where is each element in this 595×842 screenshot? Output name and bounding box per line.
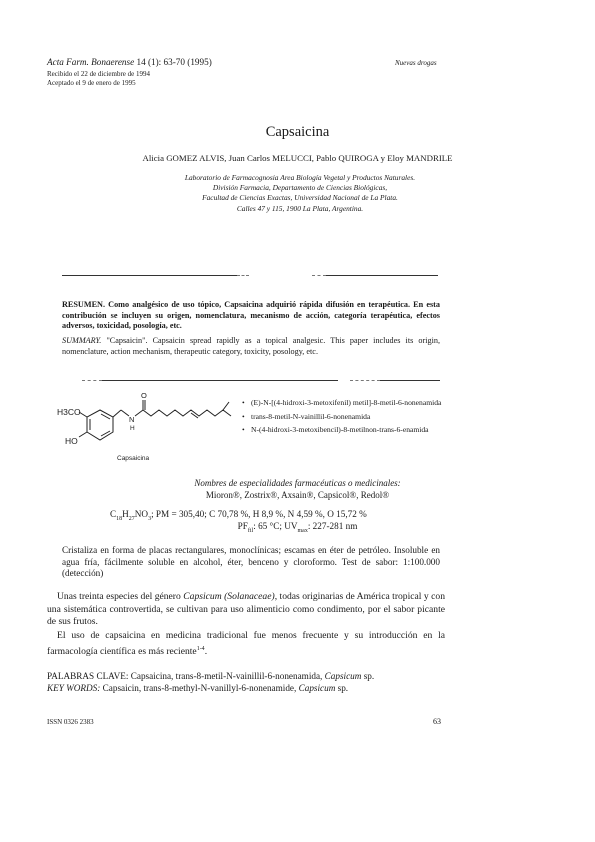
abstract-es-label: RESUMEN. bbox=[62, 300, 105, 309]
nh-bond bbox=[121, 410, 129, 416]
affiliation bbox=[100, 173, 500, 214]
separator-right-head bbox=[312, 275, 326, 276]
capsaicin-structure bbox=[55, 390, 245, 468]
n-label: N bbox=[129, 415, 135, 424]
bullet-icon: • bbox=[242, 425, 245, 435]
h3co-label: H3CO bbox=[57, 407, 81, 417]
keywords-es: PALABRAS CLAVE: Capsaicina, trans-8-metil-N-vainillil-6-nonenamida, Capsicum sp. bbox=[47, 671, 375, 681]
reference: 1-4 bbox=[196, 645, 205, 652]
affiliation-line: Facultad de Ciencias Exactas, Universidad Nacional de La Plata. bbox=[202, 193, 398, 203]
authors: Alicia GOMEZ ALVIS, Juan Carlos MELUCCI, Pablo QUIROGA y Eloy MANDRILE bbox=[142, 153, 453, 163]
abstract-es-text: Como analgésico de uso tópico, Capsaicina adquirió rápida difusión en terapéutica. En esta contribución se incluyen su origen, nomenclatura, mecanismo de acción, categoría terapéutica, efectos adversos, toxicidad, posología, etc. bbox=[62, 300, 440, 331]
affiliation-line: Laboratorio de Farmacognosia Area Biología Vegetal y Productos Naturales. bbox=[184, 173, 416, 182]
journal-citation bbox=[47, 57, 212, 67]
separator-left-tail bbox=[237, 275, 249, 276]
separator-right bbox=[326, 275, 438, 276]
abstract-rule-left bbox=[82, 380, 102, 381]
journal-name: Acta Farm. Bonaerense bbox=[47, 57, 135, 67]
synonym-item: • N-(4-hidroxi-3-metoxibencil)-8-metilnon-trans-6-enamida bbox=[242, 425, 429, 435]
alkyl-chain bbox=[143, 410, 231, 416]
h-label: H bbox=[130, 425, 135, 432]
synonym-item: • (E)-N-[(4-hidroxi-3-metoxifenil) metil]-8-metil-6-nonenamida bbox=[242, 398, 442, 407]
brands-list: Mioron®, Zostrix®, Axsain®, Capsicol®, Redol® bbox=[205, 490, 390, 500]
methyl-branch bbox=[223, 402, 229, 410]
ch2-bond bbox=[113, 410, 121, 417]
abstract-rule bbox=[102, 380, 338, 381]
body-paragraph-1: Unas treinta especies del género Capsicum (Solanaceae), todas originarias de América tropical y con una sistemática controvertida, se cultivan para uso alimenticio como condimento, por el sabor picante de sus frutos. bbox=[47, 591, 445, 628]
abstract-rule-end bbox=[380, 380, 440, 381]
affiliation-line: División Farmacia, Departamento de Ciencias Biológicas, bbox=[212, 183, 388, 193]
section-label: Nuevas drogas bbox=[395, 59, 437, 67]
abstract-rule-right bbox=[350, 380, 380, 381]
benzene-ring bbox=[87, 410, 113, 440]
chain-double-bond bbox=[191, 413, 198, 418]
ho-label: HO bbox=[65, 436, 78, 446]
molecular-formula: $C_{18}H_{27}NO_3$; PM = 305,40; C 70,78 %, H 8,9 %, N 4,59 %, O 15,72 % bbox=[110, 509, 367, 522]
crystal-description: Cristaliza en forma de placas rectangulares, monoclínicas; escamas en éter de petróleo. Insoluble en agua fría, fácilmente soluble en alcohol, éter, benceno y cloroformo. Test de sabor: 1:100.000 (detección) bbox=[62, 545, 440, 579]
abstract-en-label: SUMMARY. bbox=[62, 336, 102, 345]
abstract-en-text: "Capsaicin". Capsaicin spread rapidly as a topical analgesic. This paper includes its origin, nomenclature, action mechanism, therapeutic category, toxicity, posology, etc. bbox=[62, 336, 440, 356]
body-paragraph-2: El uso de capsaicina en medicina tradicional fue menos frecuente y su introducción en la farmacología científica es más reciente$^{1-4}$. bbox=[47, 630, 445, 657]
genus-name: Capsicum (Solanaceae) bbox=[183, 591, 275, 602]
keywords-en: KEY WORDS: Capsaicin, trans-8-methyl-N-vanillyl-6-nonenamide, Capsicum sp. bbox=[47, 683, 349, 693]
bullet-icon: • bbox=[242, 411, 245, 421]
synonym-list bbox=[242, 398, 447, 435]
hydroxy-bond bbox=[79, 432, 87, 437]
issn: ISSN 0326 2383 bbox=[47, 718, 94, 726]
page-number: 63 bbox=[433, 717, 441, 726]
structure-caption: Capsaicina bbox=[117, 455, 150, 462]
abstract-en bbox=[62, 336, 440, 357]
brands-heading: Nombres de especialidades farmacéuticas o medicinales: bbox=[194, 478, 401, 488]
synonym-item: • trans-8-metil-N-vainillil-6-nonenamida bbox=[242, 411, 371, 421]
accepted-date: Aceptado el 9 de enero de 1995 bbox=[47, 79, 136, 87]
affiliation-line: Calles 47 y 115, 1900 La Plata, Argentina. bbox=[236, 203, 364, 213]
article-title: Capsaicina bbox=[265, 124, 330, 140]
abstract-es bbox=[62, 300, 440, 332]
received-date: Recibido el 22 de diciembre de 1994 bbox=[47, 70, 151, 78]
amide-bond bbox=[135, 410, 143, 416]
bullet-icon: • bbox=[242, 398, 245, 407]
separator-left bbox=[62, 275, 237, 276]
o-label: O bbox=[141, 391, 147, 400]
physical-properties: $PF_{fil}$: 65 °C; $UV_{max}$: 227-281 nm bbox=[237, 521, 358, 534]
citation: 14 (1): 63-70 (1995) bbox=[136, 57, 212, 67]
